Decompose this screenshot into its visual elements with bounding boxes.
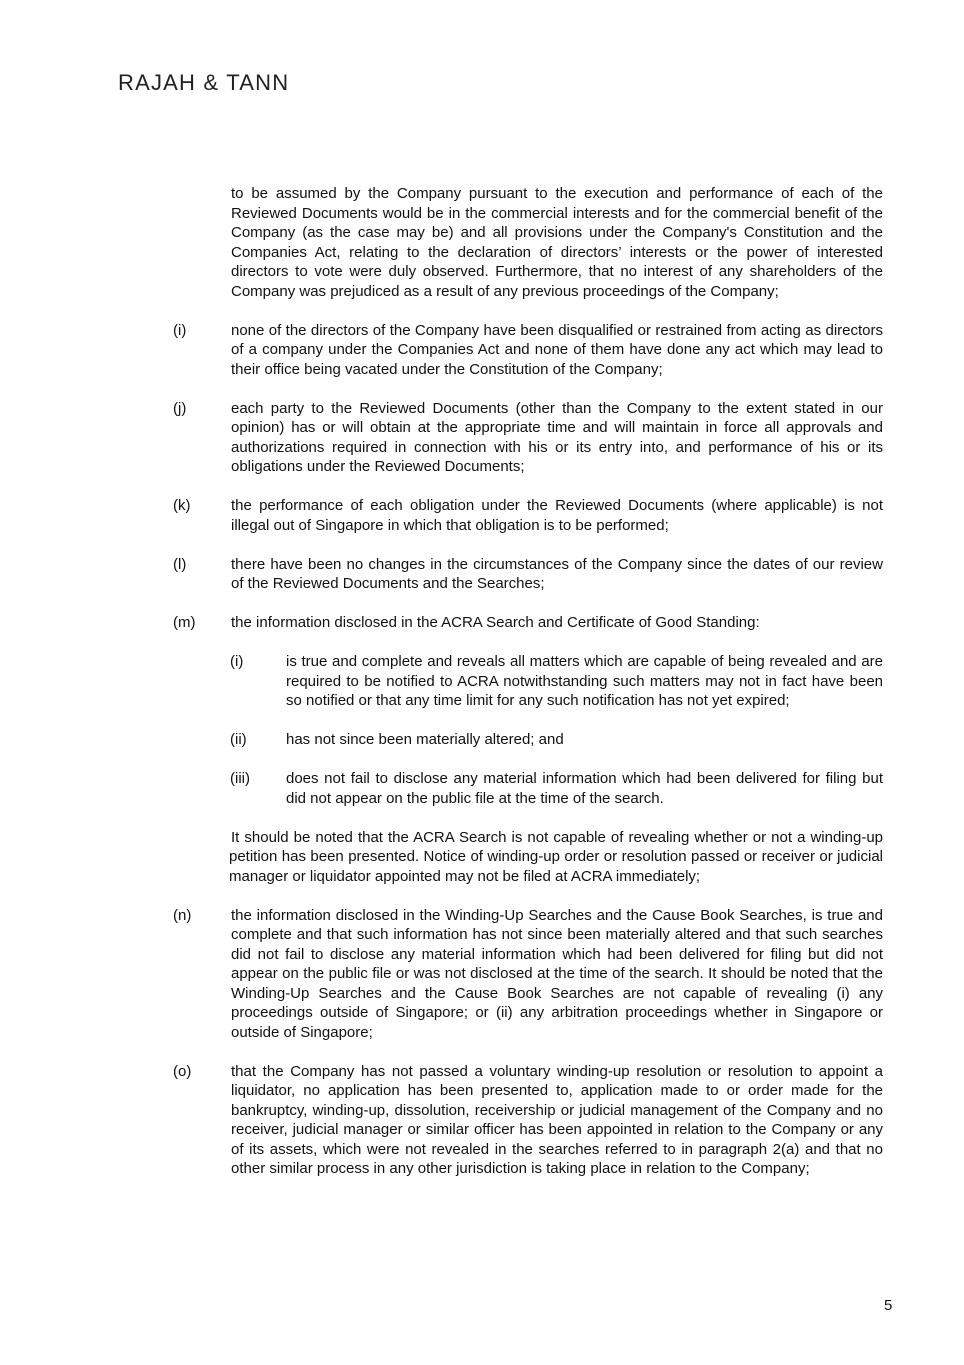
sub-item-text: has not since been materially altered; and [286, 731, 564, 748]
list-item-m [0, 613, 964, 633]
sub-item-label: (iii) [230, 770, 250, 787]
paragraph-text: to be assumed by the Company pursuant to the execution and performance of each of the Reviewed Documents would be in the commercial interests and for the commercial benefit of the Company (as the case may be) and all provisions under the Company's Constitution and the Companies Act, relating to the declaration of directors’ interests or the power of interested directors to vote were duly observed. Furthermore, that no interest of any shareholders of the Company was prejudiced as a result of any previous proceedings of the Company; [231, 185, 883, 300]
sub-item-label: (ii) [230, 731, 247, 748]
list-item-label: (k) [173, 497, 191, 514]
list-item-label: (i) [173, 321, 187, 339]
list-item-i [0, 321, 964, 380]
list-item-n [0, 906, 964, 1043]
list-item-text: there have been no changes in the circumstances of the Company since the dates of our review of the Reviewed Documents and the Searches; [231, 555, 883, 592]
list-item-label: (n) [173, 906, 192, 924]
list-item-text: that the Company has not passed a voluntary winding-up resolution or resolution to appoint a liquidator, no application has been presented to, application made to or order made for the bankruptcy, winding-up, dissolution, receivership or judicial management of the Company and no receiver, judicial manager or similar officer has been appointed in relation to the Company or any of its assets, which were not revealed in the searches referred to in paragraph 2(a) and that no other similar process in any other jurisdiction is taking place in relation to the Company; [231, 1062, 883, 1177]
list-item-text: the information disclosed in the ACRA Search and Certificate of Good Standing: [231, 614, 760, 631]
list-item-label: (j) [173, 399, 187, 417]
sub-item-ii [0, 730, 964, 750]
list-item-text: each party to the Reviewed Documents (other than the Company to the extent stated in our opinion) has or will obtain at the appropriate time and will maintain in force all approvals and authorizations required in connection with his or its entry into, and performance of his or its obligations under the Reviewed Documents; [231, 399, 883, 475]
firm-logo: RAJAH & TANN [118, 70, 290, 95]
continuation-paragraph [0, 184, 964, 301]
list-item-j [0, 399, 964, 477]
list-item-o [0, 1062, 964, 1179]
sub-item-text: does not fail to disclose any material information which had been delivered for filing but did not appear on the public file at the time of the search. [286, 770, 883, 807]
sub-item-i [0, 652, 964, 711]
list-item-text: the performance of each obligation under the Reviewed Documents (where applicable) is not illegal out of Singapore in which that obligation is to be performed; [231, 497, 883, 534]
sub-item-text: is true and complete and reveals all matters which are capable of being revealed and are required to be notified to ACRA notwithstanding such matters may not in fact have been so notified or that any time limit for any such notification has not yet expired; [286, 653, 883, 709]
list-item-k [0, 496, 964, 535]
page-number: 5 [884, 1297, 893, 1314]
list-item-text: none of the directors of the Company have been disqualified or restrained from acting as directors of a company under the Companies Act and none of them have done any act which may lead to their office being vacated under the Constitution of the Company; [231, 321, 883, 378]
list-item-text: the information disclosed in the Winding-Up Searches and the Cause Book Searches, is true and complete and that such information has not since been materially altered and that such searches did not fail to disclose any material information which had been delivered for filing but did not appear on the public file or was not disclosed at the time of the search. It should be noted that the Winding-Up Searches and the Cause Book Searches are not capable of revealing (i) any proceedings outside of Singapore; or (ii) any arbitration proceedings whether in Singapore or outside of Singapore; [231, 906, 883, 1041]
document-body [0, 184, 964, 1179]
sub-item-iii [0, 769, 964, 808]
list-item-label: (o) [173, 1062, 192, 1080]
acra-note: It should be noted that the ACRA Search is not capable of revealing whether or not a winding-up petition has been presented. Notice of winding-up order or resolution passed or receiver or judicial manager or liquidator appointed may not be filed at ACRA immediately; [229, 828, 883, 885]
list-item-label: (m) [173, 614, 196, 631]
list-item-label: (l) [173, 555, 187, 573]
sub-item-label: (i) [230, 653, 244, 670]
list-item-l [0, 555, 964, 594]
